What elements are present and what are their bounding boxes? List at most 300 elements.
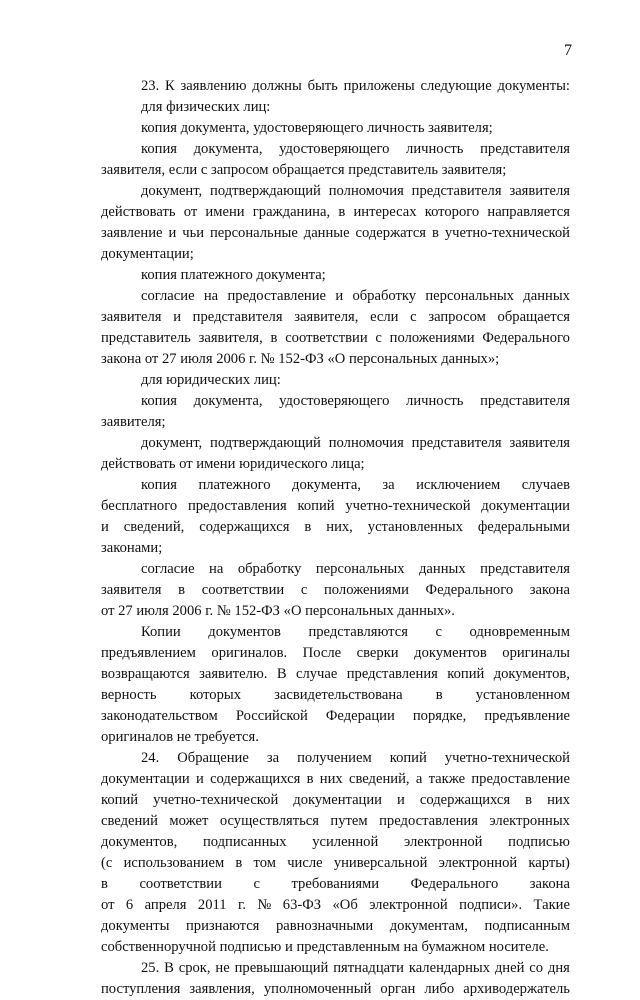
word: следующие <box>420 78 492 94</box>
word: требуется. <box>194 729 259 745</box>
word: полномочия <box>328 435 404 451</box>
word: засвидетельствована <box>274 687 403 703</box>
word: № <box>257 897 272 913</box>
word: них <box>319 771 343 787</box>
word: заявителя; <box>101 414 166 430</box>
text-line <box>101 916 570 937</box>
word: за <box>266 750 280 766</box>
word: представителя <box>411 183 502 199</box>
word: 2011 <box>197 897 227 913</box>
word: (с <box>101 855 113 871</box>
text-line <box>101 538 570 559</box>
word: быть <box>307 78 338 94</box>
word: закона <box>529 876 570 892</box>
word: в <box>178 582 186 598</box>
word: 27 <box>118 603 133 619</box>
word: 25. <box>141 960 160 976</box>
word: носителе. <box>488 939 549 955</box>
word: Федерального <box>410 876 499 892</box>
word: заявителю. <box>199 666 268 682</box>
word: верность <box>101 687 157 703</box>
text-line <box>101 811 570 832</box>
word: персональных <box>425 288 514 304</box>
word: содержатся <box>355 225 427 241</box>
word: копия <box>141 267 177 283</box>
word: а <box>415 771 423 787</box>
word: запросом <box>428 309 486 325</box>
word: лица; <box>331 456 365 472</box>
word: не <box>176 729 192 745</box>
word: содержащихся <box>419 792 511 808</box>
word: электронной <box>438 855 518 871</box>
word: июля <box>136 603 169 619</box>
word: Российской <box>235 708 308 724</box>
word: апреля <box>144 897 187 913</box>
word: получением <box>297 750 372 766</box>
word: «Об <box>332 897 358 913</box>
word: подписью <box>508 834 570 850</box>
word: представителя <box>480 393 570 409</box>
word: оригиналов. <box>211 645 288 661</box>
word: сведений <box>101 813 158 829</box>
word: порядке, <box>412 708 467 724</box>
word: если <box>370 309 399 325</box>
word: № <box>260 351 275 367</box>
word: пятнадцати <box>333 960 404 976</box>
word: Такие <box>533 897 570 913</box>
word: от <box>101 897 115 913</box>
word: для <box>141 99 163 115</box>
word: сведений, <box>348 771 410 787</box>
word: с <box>253 876 260 892</box>
word: и <box>195 771 204 787</box>
word: После <box>302 645 342 661</box>
word: Федерального <box>482 330 570 346</box>
word: заявителя, <box>294 309 359 325</box>
text-line <box>101 727 570 748</box>
word: на <box>203 288 219 304</box>
word: предоставление <box>227 288 327 304</box>
word: оригиналы <box>502 645 570 661</box>
word: учетно-технической <box>153 792 279 808</box>
word: документации <box>293 792 382 808</box>
word: персональные <box>210 225 298 241</box>
word: юридических <box>166 372 251 388</box>
word: персональных <box>348 351 438 367</box>
word: либо <box>424 981 455 997</box>
word: равнозначными <box>275 918 374 934</box>
word: одновременным <box>469 624 570 640</box>
word: представителя <box>480 561 570 577</box>
word: действовать <box>101 204 176 220</box>
word: персональных <box>305 603 394 619</box>
word: орган <box>380 981 416 997</box>
text-line <box>101 643 570 664</box>
text-line <box>101 958 570 979</box>
word: лиц: <box>253 372 281 388</box>
word: них <box>547 792 570 808</box>
word: подписью <box>219 939 282 955</box>
word: установленных <box>367 519 463 535</box>
word: в <box>338 204 346 220</box>
word: 27 <box>161 351 177 367</box>
word: документа, <box>193 141 263 157</box>
word: дней <box>494 960 525 976</box>
word: удостоверяющего <box>279 393 390 409</box>
text-line <box>101 328 570 349</box>
word: подписанных <box>202 834 287 850</box>
word: копия <box>141 141 177 157</box>
word: обращается <box>272 162 345 178</box>
word: «О <box>327 351 346 367</box>
word: закона <box>529 582 570 598</box>
text-line <box>101 454 570 475</box>
word: также <box>428 771 466 787</box>
word: случае <box>295 666 338 682</box>
word: календарных <box>408 960 490 976</box>
word: подписи». <box>459 897 523 913</box>
word: документации <box>101 771 190 787</box>
word: учетно-технической <box>444 225 570 241</box>
word: представитель <box>101 330 191 346</box>
word: том <box>253 855 276 871</box>
word: числе <box>287 855 323 871</box>
word: заявителя, <box>101 162 166 178</box>
word: платежного <box>198 477 271 493</box>
word: электронной <box>403 834 483 850</box>
word: заявителя <box>509 435 570 451</box>
word: которых <box>189 687 241 703</box>
word: осуществляться <box>219 813 319 829</box>
word: документации <box>481 498 570 514</box>
word: бесплатного <box>101 498 178 514</box>
word: Федерации <box>325 708 395 724</box>
word: и <box>173 309 181 325</box>
word: личность <box>406 141 464 157</box>
word: в <box>431 225 439 241</box>
word: и <box>397 792 405 808</box>
word: документа; <box>256 267 326 283</box>
word: 152-ФЗ <box>278 351 324 367</box>
word: документ, <box>141 435 203 451</box>
word: Федерального <box>425 582 514 598</box>
word: заявителя; <box>441 162 507 178</box>
word: 152-ФЗ <box>234 603 280 619</box>
word: данных <box>523 288 570 304</box>
word: копия <box>141 120 177 136</box>
word: за <box>382 477 395 493</box>
word: бумажном <box>421 939 486 955</box>
word: в <box>101 876 108 892</box>
word: личность <box>406 393 464 409</box>
word: признаются <box>185 918 260 934</box>
word: в <box>235 855 243 871</box>
word: от <box>179 456 193 472</box>
word: сведений, <box>123 519 185 535</box>
word: которого <box>424 204 480 220</box>
word: от <box>144 351 159 367</box>
word: положениями <box>324 582 409 598</box>
word: копий <box>389 750 427 766</box>
word: сверки <box>356 645 399 661</box>
word: 63-ФЗ <box>282 897 322 913</box>
text-line <box>101 601 570 622</box>
word: 2006 <box>216 351 246 367</box>
text-line <box>101 160 570 181</box>
word: от <box>183 204 198 220</box>
word: документа, <box>180 120 250 136</box>
text-line <box>101 832 570 853</box>
word: заявления, <box>189 981 255 997</box>
word: заявление <box>101 225 163 241</box>
word: г. <box>205 603 214 619</box>
word: представляются <box>308 624 408 640</box>
word: заявителя <box>509 183 570 199</box>
word: имени <box>205 204 245 220</box>
word: интересах <box>353 204 417 220</box>
text-line <box>101 181 570 202</box>
word: чьи <box>182 225 205 241</box>
word: архиводержатель <box>463 981 570 997</box>
text-line <box>101 433 570 454</box>
word: требованиями <box>291 876 380 892</box>
word: данные <box>303 225 350 241</box>
word: учетно-технической <box>444 750 570 766</box>
word: согласие <box>141 288 195 304</box>
word: со <box>529 960 544 976</box>
page-number: 7 <box>564 42 572 59</box>
word: г. <box>249 351 258 367</box>
word: заявлению <box>180 78 247 94</box>
word: для <box>141 372 163 388</box>
word: уполномоченный <box>263 981 372 997</box>
word: имени <box>196 456 236 472</box>
word: и <box>335 288 344 304</box>
text-line <box>101 265 570 286</box>
text-line <box>101 370 570 391</box>
word: юридического <box>239 456 328 472</box>
word: поступления <box>101 981 181 997</box>
word: В <box>276 666 287 682</box>
text-line <box>101 244 570 265</box>
word: гражданина, <box>252 204 331 220</box>
word: данных». <box>397 603 455 619</box>
word: превышающий <box>234 960 329 976</box>
word: июля <box>180 351 213 367</box>
word: 6 <box>125 897 134 913</box>
word: использованием <box>123 855 225 871</box>
word: от <box>101 603 115 619</box>
text-line <box>101 685 570 706</box>
word: документов, <box>101 834 178 850</box>
word: и <box>284 939 293 955</box>
word: копия <box>141 393 177 409</box>
word: срок, <box>178 960 211 976</box>
word: обработку <box>352 288 417 304</box>
word: содержащихся <box>210 771 301 787</box>
word: физических <box>166 99 240 115</box>
word: возвращаются <box>101 666 190 682</box>
word: должны <box>252 78 302 94</box>
text-line <box>101 223 570 244</box>
word: с <box>200 162 208 178</box>
word: согласие <box>141 561 195 577</box>
word: направляется <box>487 204 570 220</box>
word: документы: <box>497 78 570 94</box>
text-line <box>101 664 570 685</box>
text-line <box>101 118 570 139</box>
word: дня <box>547 960 570 976</box>
word: исключением <box>416 477 501 493</box>
word: с <box>300 582 308 598</box>
text-line <box>101 496 570 517</box>
text-line <box>101 874 570 895</box>
word: представленным <box>296 939 400 955</box>
word: подписанным <box>484 918 570 934</box>
word: предъявлением <box>101 645 196 661</box>
word: с <box>410 309 417 325</box>
text-line <box>101 286 570 307</box>
word: обращается <box>497 309 570 325</box>
word: полномочия <box>328 183 404 199</box>
text-line <box>101 580 570 601</box>
word: оригиналов <box>101 729 174 745</box>
word: г. <box>238 897 246 913</box>
text-line <box>101 97 570 118</box>
word: учетно-технической <box>345 498 471 514</box>
word: документов <box>208 624 281 640</box>
word: на <box>209 561 224 577</box>
word: подтверждающий <box>210 435 321 451</box>
word: обработку <box>237 561 302 577</box>
word: путем <box>330 813 368 829</box>
word: представителя <box>411 435 502 451</box>
word: законами; <box>101 540 163 556</box>
document-body <box>101 76 570 1000</box>
word: подтверждающий <box>210 183 321 199</box>
word: соответствии <box>139 876 222 892</box>
word: персональных <box>315 561 405 577</box>
word: на <box>403 939 418 955</box>
text-line <box>101 349 570 370</box>
word: универсальной <box>333 855 428 871</box>
text-line <box>101 76 570 97</box>
word: в <box>435 687 443 703</box>
word: с <box>375 330 382 346</box>
word: 24. <box>141 750 160 766</box>
word: предоставления <box>187 498 287 514</box>
word: лиц: <box>243 99 271 115</box>
word: представления <box>346 666 438 682</box>
word: соответствии <box>285 330 368 346</box>
text-line <box>101 391 570 412</box>
word: представителя <box>192 309 283 325</box>
word: документов, <box>493 666 570 682</box>
word: 23. <box>141 78 160 94</box>
word: приложены <box>343 78 415 94</box>
word: действовать <box>101 456 176 472</box>
word: документов <box>414 645 487 661</box>
text-line <box>101 853 570 874</box>
word: соответствии <box>201 582 285 598</box>
word: копий <box>297 498 335 514</box>
word: В <box>164 960 174 976</box>
word: случаев <box>521 477 570 493</box>
word: заявителя <box>101 309 162 325</box>
word: документации; <box>101 246 194 262</box>
word: и <box>168 225 177 241</box>
text-line <box>101 706 570 727</box>
word: электронных <box>489 813 570 829</box>
word: заявителя <box>101 582 162 598</box>
word: копий <box>447 666 485 682</box>
word: документам, <box>389 918 468 934</box>
word: копий <box>101 792 139 808</box>
word: заявителя, <box>198 330 263 346</box>
word: удостоверяющего <box>279 141 390 157</box>
word: Копии <box>141 624 181 640</box>
word: документ, <box>141 183 203 199</box>
text-line <box>101 769 570 790</box>
word: удостоверяющего <box>253 120 364 136</box>
word: 2006 <box>172 603 202 619</box>
text-line <box>101 937 570 958</box>
word: усиленной <box>312 834 379 850</box>
text-line <box>101 412 570 433</box>
text-line <box>101 748 570 769</box>
word: Обращение <box>177 750 249 766</box>
word: законодательством <box>101 708 218 724</box>
word: собственноручной <box>101 939 216 955</box>
word: может <box>169 813 209 829</box>
word: заявителя; <box>428 120 493 136</box>
word: предоставление <box>471 771 570 787</box>
text-line <box>101 202 570 223</box>
word: «О <box>283 603 302 619</box>
word: представителя <box>480 141 570 157</box>
word: них, <box>326 519 353 535</box>
word: электронной <box>369 897 448 913</box>
word: К <box>165 78 175 94</box>
word: в <box>304 519 312 535</box>
text-line <box>101 559 570 580</box>
word: предъявление <box>484 708 570 724</box>
word: установленном <box>475 687 570 703</box>
word: в <box>525 792 533 808</box>
word: № <box>216 603 231 619</box>
word: не <box>215 960 230 976</box>
word: платежного <box>180 267 253 283</box>
word: в <box>270 330 278 346</box>
word: содержащихся <box>199 519 290 535</box>
text-line <box>101 790 570 811</box>
text-line <box>101 979 570 1000</box>
word: федеральными <box>477 519 570 535</box>
word: запросом <box>210 162 269 178</box>
text-line <box>101 622 570 643</box>
word: копия <box>141 477 177 493</box>
word: предоставления <box>379 813 478 829</box>
word: карты) <box>528 855 570 871</box>
word: представитель <box>348 162 439 178</box>
text-line <box>101 895 570 916</box>
text-line <box>101 517 570 538</box>
word: данных <box>419 561 466 577</box>
word: документы <box>101 918 170 934</box>
word: документа, <box>193 393 263 409</box>
word: с <box>435 624 442 640</box>
text-line <box>101 307 570 328</box>
